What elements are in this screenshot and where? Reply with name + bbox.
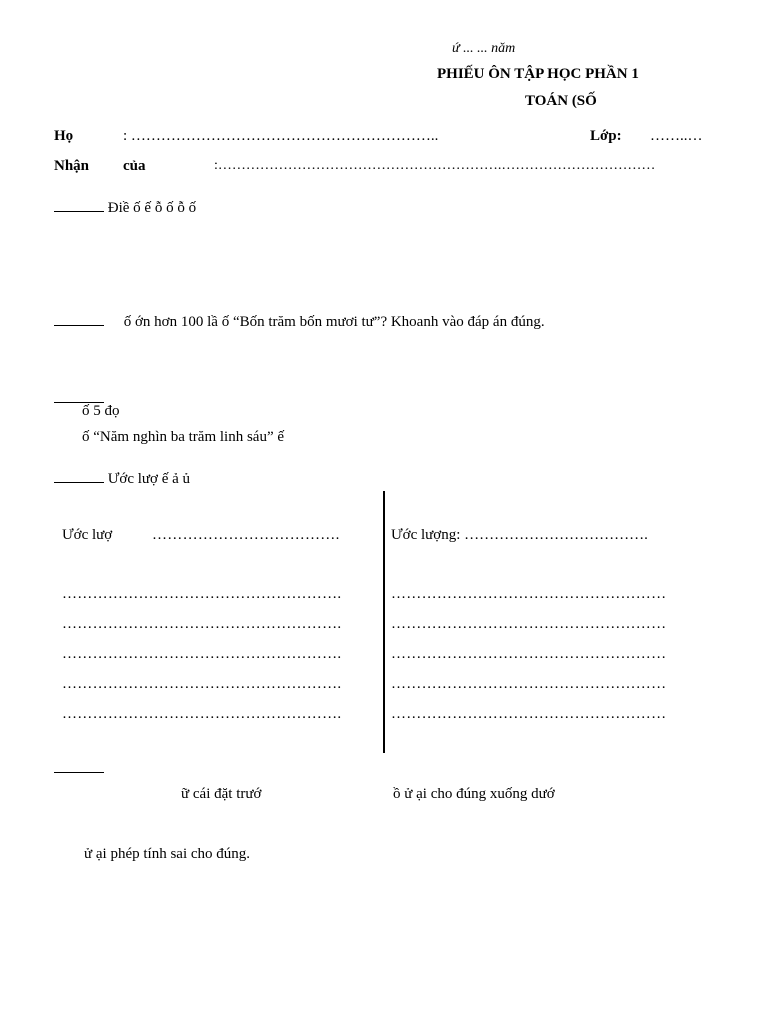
- answer-line-right[interactable]: ………………………………………………: [391, 676, 667, 692]
- comment-field[interactable]: :…………………………………………………….……………………………: [214, 158, 656, 173]
- estimate-right-label[interactable]: Ước lượng: ……………………………….: [391, 527, 648, 543]
- question-6-text: ử ại phép tính sai cho đúng.: [84, 846, 251, 862]
- question-number-blank: [54, 481, 104, 483]
- question-4-text: Ước lượ ế ả ủ: [107, 471, 191, 487]
- question-5-text-right: ồ ử ại cho đúng xuống dướ: [393, 786, 555, 802]
- question-4: [54, 471, 190, 488]
- class-label: Lớp:: [590, 128, 622, 144]
- estimate-left-field[interactable]: ……………………………….: [152, 527, 340, 543]
- question-5-text-left: ữ cái đặt trướ: [181, 786, 262, 802]
- question-1-text: Điề ố ế ỗ ố ỗ ố: [107, 200, 197, 216]
- question-number-blank: [54, 210, 104, 212]
- name-label: Họ: [54, 128, 74, 144]
- estimate-left-label: Ước lượ: [62, 527, 113, 543]
- question-2: [54, 314, 545, 331]
- column-divider: [383, 491, 385, 753]
- question-3-line-2: ố “Năm nghìn ba trăm linh sáu” ế: [82, 429, 285, 445]
- question-number-blank: [54, 388, 104, 403]
- answer-line-right[interactable]: ………………………………………………: [391, 586, 667, 602]
- date-line: ứ ... ... năm: [452, 41, 516, 56]
- question-number-blank: [54, 758, 104, 773]
- question-3-line-1: ố 5 đọ: [82, 403, 120, 419]
- worksheet-title: PHIẾU ÔN TẬP HỌC PHẦN 1: [437, 66, 639, 82]
- worksheet-subtitle: TOÁN (SỐ: [525, 93, 597, 109]
- answer-line-right[interactable]: ………………………………………………: [391, 616, 667, 632]
- answer-line-right[interactable]: ………………………………………………: [391, 706, 667, 722]
- name-field[interactable]: : ……………………………………………………..: [123, 128, 439, 144]
- question-number-blank: [54, 324, 104, 326]
- answer-line-right[interactable]: ………………………………………………: [391, 646, 667, 662]
- comment-label-2: của: [123, 158, 146, 174]
- answer-line-left[interactable]: ……………………………………………….: [62, 706, 342, 722]
- class-field[interactable]: ……..…: [650, 128, 703, 144]
- answer-line-left[interactable]: ……………………………………………….: [62, 676, 342, 692]
- answer-line-left[interactable]: ……………………………………………….: [62, 616, 342, 632]
- answer-line-left[interactable]: ……………………………………………….: [62, 586, 342, 602]
- question-2-text: ố ớn hơn 100 lầ ố “Bốn trăm bốn mươi tư”? Khoanh vào đáp án đúng.: [123, 314, 545, 330]
- question-1: [54, 200, 196, 217]
- comment-label: Nhận: [54, 158, 90, 174]
- answer-line-left[interactable]: ……………………………………………….: [62, 646, 342, 662]
